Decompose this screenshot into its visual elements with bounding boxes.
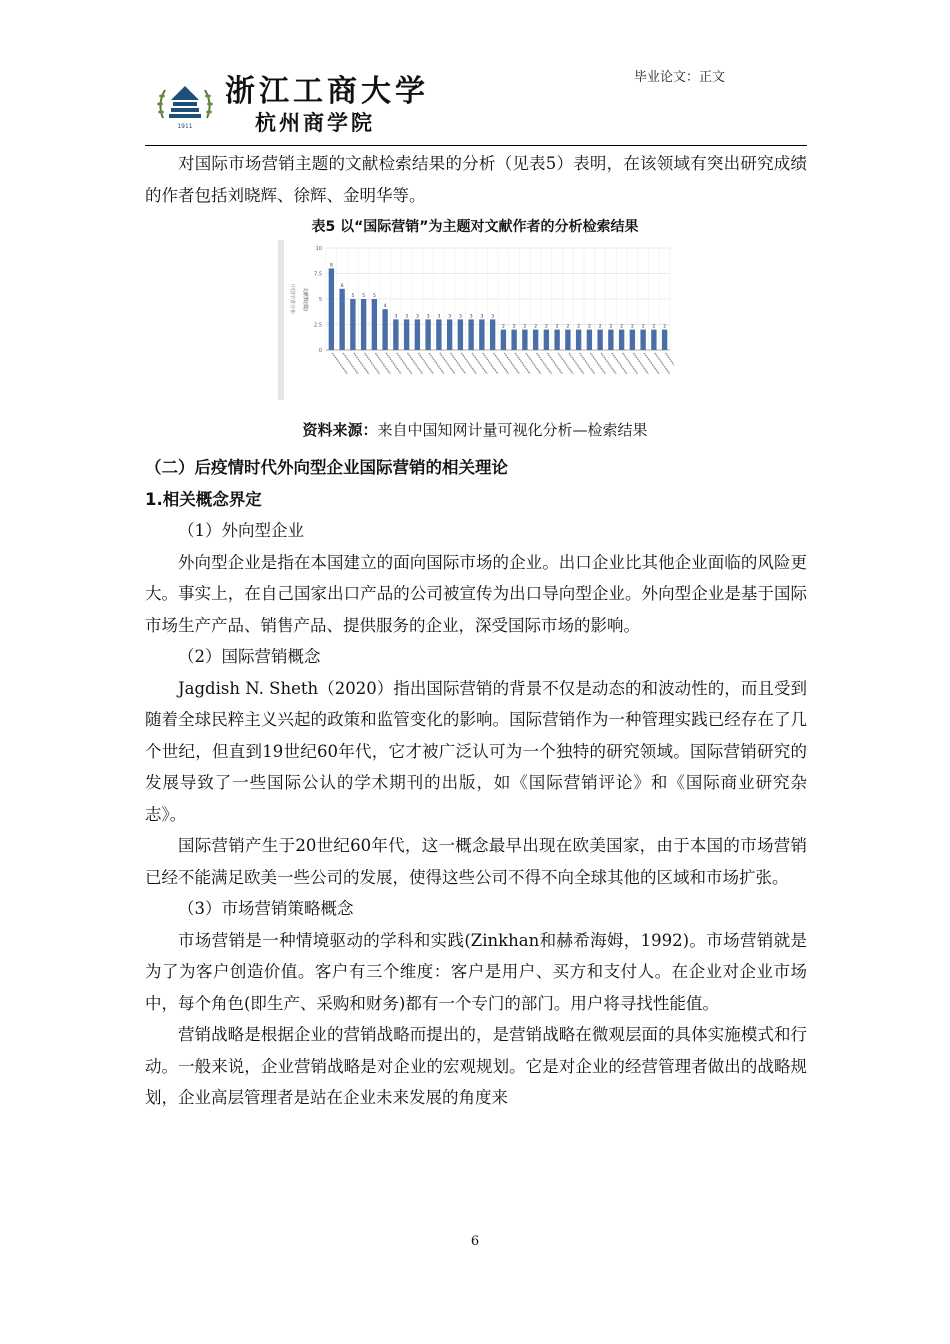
bar-value-label: 2 (566, 324, 570, 330)
bar (576, 330, 581, 350)
bar (436, 319, 441, 350)
bar (415, 319, 420, 350)
bar-value-label: 2 (663, 324, 667, 330)
header-rule (145, 145, 807, 146)
bar-value-label: 3 (405, 314, 409, 320)
bar-value-label: 2 (512, 324, 516, 330)
bar (597, 330, 602, 350)
bar (511, 330, 516, 350)
item3-title: （3）市场营销策略概念 (178, 899, 354, 918)
intro-paragraph: 对国际市场营销主题的文献检索结果的分析（见表5）表明，在该领域有突出研究成绩的作者包括刘晓辉、徐辉、金明华等。 (145, 154, 807, 205)
table-caption: 表5 以“国际营销”为主题对文献作者的分析检索结果 (311, 219, 639, 235)
intro-block (145, 148, 807, 211)
bar (565, 330, 570, 350)
bar (468, 319, 473, 350)
bar-value-label: 4 (383, 304, 387, 310)
bar (662, 330, 667, 350)
bar-value-label: 2 (609, 324, 613, 330)
bar (329, 268, 334, 350)
bar-value-label: 3 (458, 314, 462, 320)
bar-value-label: 5 (372, 294, 376, 299)
x-axis-label: 中国学者分布 (289, 283, 295, 315)
bar (350, 299, 355, 350)
main-body (145, 452, 807, 1114)
bar (404, 319, 409, 350)
bar-value-label: 8 (329, 263, 333, 269)
source-text: 来自中国知网计量可视化分析—检索结果 (377, 421, 648, 439)
bar-value-label: 3 (469, 314, 473, 320)
bar-value-label: 6 (340, 283, 344, 289)
bar (544, 330, 549, 350)
bar (554, 330, 559, 350)
bar (651, 330, 656, 350)
bar-value-label: 2 (587, 324, 591, 330)
section-title: （二）后疫情时代外向型企业国际营销的相关理论 (145, 458, 508, 477)
bar (361, 299, 366, 350)
bar-value-label: 5 (351, 294, 355, 299)
svg-text:1911: 1911 (177, 123, 193, 130)
item1-paragraph: 外向型企业是指在本国建立的面向国际市场的企业。出口企业比其他企业面临的风险更大。事实上，在自己国家出口产品的公司被宣传为出口导向型企业。外向型企业是基于国际市场生产产品、销售产品、提供服务的企业，深受国际市场的影响。 (145, 552, 807, 635)
bar-value-label: 2 (544, 324, 548, 330)
bar-value-label: 3 (426, 314, 430, 320)
source-label: 资料来源： (302, 421, 378, 439)
y-tick-label: 7.5 (314, 271, 322, 278)
bar (479, 319, 484, 350)
bar-value-label: 2 (523, 324, 527, 330)
bar (339, 289, 344, 350)
bar (522, 330, 527, 350)
item2-paragraph-2: 国际营销产生于20世纪60年代，这一概念最早出现在欧美国家，由于本国的市场营销已经不能满足欧美一些公司的发展，使得这些公司不得不向全球其他的区域和市场扩张。 (145, 836, 807, 887)
y-tick-label: 10 (315, 246, 322, 252)
school-name: 浙江工商大学 (225, 74, 429, 109)
y-axis-label: 文献数(篇) (302, 287, 308, 311)
bar (533, 330, 538, 350)
bar-value-label: 2 (534, 324, 538, 330)
bar-value-label: 2 (555, 324, 559, 330)
bar-value-label: 5 (362, 294, 366, 299)
bar (587, 330, 592, 350)
item3-paragraph-2: 营销战略是根据企业的营销战略而提出的，是营销战略在微观层面的具体实施模式和行动。一般来说，企业营销战略是对企业的宏观规划。它是对企业的经营管理者做出的战略规划，企业高层管理者是站在企业未来发展的角度来 (145, 1025, 807, 1107)
y-tick-label: 5 (318, 297, 322, 303)
bar-value-label: 3 (394, 314, 398, 320)
bar (630, 330, 635, 350)
bar-value-label: 3 (437, 314, 441, 320)
bar (393, 319, 398, 350)
item2-paragraph-1: Jagdish N. Sheth（2020）指出国际营销的背景不仅是动态的和波动性的，而且受到随着全球民粹主义兴起的政策和监管变化的影响。国际营销作为一种管理实践已经存在了几个世纪，但直到19世纪60年代，它才被广泛认可为一个独特的研究领域。国际营销研究的发展导致了一些国际公认的学术期刊的出版，如《国际营销评论》和《国际商业研究杂志》。 (145, 678, 807, 824)
page-header (145, 62, 807, 146)
bar (382, 309, 387, 350)
y-tick-label: 0 (318, 348, 322, 354)
bar-value-label: 2 (641, 324, 645, 330)
y-tick-label: 2.5 (314, 322, 322, 329)
school-subtitle: 杭州商学院 (255, 110, 375, 135)
item3-paragraph-1: 市场营销是一种情境驱动的学科和实践(Zinkhan和赫希海姆，1992)。市场营销就是为了为客户创造价值。客户有三个维度：客户是用户、买方和支付人。在企业对企业市场中，每个角色(即生产、采购和财务)都有一个专门的部门。用户将寻找性能值。 (145, 930, 807, 1013)
bar-value-label: 2 (577, 324, 581, 330)
bar (608, 330, 613, 350)
bar (501, 330, 506, 350)
document-type: 毕业论文：正文 (633, 70, 725, 85)
subsection-title: 1.相关概念界定 (145, 489, 262, 509)
source-note (0, 419, 950, 440)
bar (640, 330, 645, 350)
item2-title: （2）国际营销概念 (178, 647, 321, 666)
bar-value-label: 3 (480, 314, 484, 320)
bar-value-label: 2 (630, 324, 634, 330)
chart-container (278, 240, 680, 400)
university-logo (153, 74, 217, 138)
item1-title: （1）外向型企业 (178, 521, 304, 540)
bar-value-label: 2 (620, 324, 624, 330)
bar (619, 330, 624, 350)
bar (458, 319, 463, 350)
bar-value-label: 3 (415, 314, 419, 320)
bar-chart (284, 240, 674, 400)
page-number: 6 (470, 1234, 480, 1249)
bar-value-label: 3 (448, 314, 452, 320)
bar-value-label: 2 (652, 324, 656, 330)
bar (490, 319, 495, 350)
bar (425, 319, 430, 350)
bar-value-label: 2 (598, 324, 602, 330)
bar (372, 299, 377, 350)
bar (447, 319, 452, 350)
bar-value-label: 2 (501, 324, 505, 330)
bar-value-label: 3 (491, 314, 495, 320)
